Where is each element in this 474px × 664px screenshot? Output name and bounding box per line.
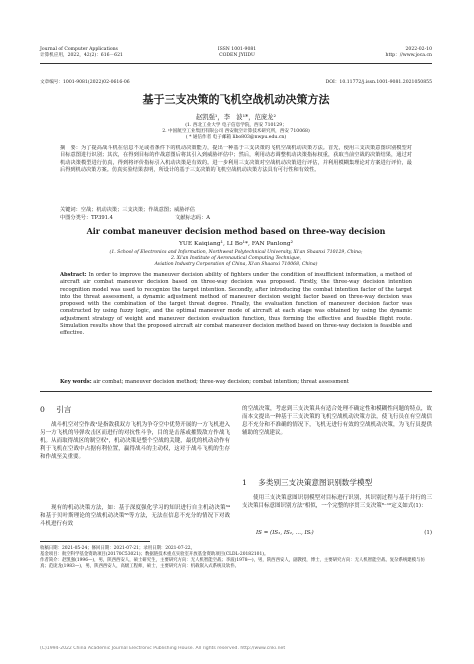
page-footer: (C)1994-2022 China Academic Journal Electronic Publishing House. All rights reserved. http://www.cnki.net	[40, 646, 286, 651]
affiliations-cn	[40, 123, 432, 142]
footnote-rule	[40, 541, 150, 542]
keywords-cn: 关键词：空战；机动决策；三支决策；作战意图；威胁评估	[60, 207, 195, 213]
abstract-en	[60, 272, 412, 375]
header-rule	[40, 63, 432, 64]
equation-1	[242, 529, 432, 537]
classification-line	[60, 215, 210, 222]
intro-paragraph-1: 战斗机空对空作战¹是指敌我双方飞机为争夺空中优势开展的一方飞机进入另一方飞机的导弹攻击区而进行的对抗性斗争，目的是击落或摧毁敌方作战飞机。从而取得战区的制空权²，机动决策是整个空战的关键，最优的机动动作有利于飞机在空战中占据有利位置，赢得战斗的主动权，这对于战斗飞机的生存和作战至关重要。	[40, 422, 230, 461]
section-0-number: 0	[40, 405, 45, 414]
section-1-number: 1	[242, 478, 247, 487]
abstract-rule	[40, 391, 432, 392]
authors-cn: 赵凯强¹，李 波¹*，范庞龙²	[196, 114, 276, 121]
keywords-en-text: air combat; maneuver decision method; three-way decision; combat intention; threat assessment	[93, 379, 349, 385]
right-paragraph-2: 使用三支决策意图识别模型对目标进行识别，其识别过程与基于并行的三支决策目标意图识别方法⁷相似，一个完整的序贯三支决策⁸⁻¹⁰定义如式(1)：	[242, 495, 432, 510]
affiliation-en-1: (1. School of Electronics and Information, Northwest Polytechnical University, Xi'an Shaanxi 710129, China;	[109, 250, 363, 255]
journal-name-cn: 计算机应用，2022，42(2)：616－621	[40, 53, 123, 59]
meta-line	[40, 80, 432, 86]
affiliation-cn-1: (1. 西北工业大学 电子信息学院，西安 710129；	[185, 123, 287, 128]
journal-url: http：//www.joca.cn	[385, 53, 432, 59]
document-code: 文献标志码：A	[175, 215, 210, 221]
footnote-dates: 收稿日期：2021-05-24；修回日期：2021-07-21；录用日期：2021-07-22。	[40, 546, 195, 551]
clc-number: 中图分类号：TP391.4	[60, 215, 113, 221]
affiliations-en	[40, 250, 432, 269]
right-paragraph-1: 的空战决策，考虑到三支决策具有适合处理不确定性和模糊性问题的特点，故而本文提出一种基于三支决策的飞机空战机动决策方法，使飞行员在有空战信息不充分和不准确的情况下，飞机无进行有效的空战机动决策，为飞行员提供辅助的空战建议。	[242, 406, 432, 437]
issue-date: 2022-02-10	[405, 47, 432, 52]
affiliation-en-2: 2. Xi'an Institute of Aeronautical Computing Technique,	[170, 256, 302, 262]
affiliation-en-3: Aviation Industry Corporation of China, Xi'an Shaanxi 710068, China)	[154, 262, 318, 268]
abstract-en-label: Abstract:	[60, 272, 87, 278]
abstract-en-text: In order to improve the maneuver decision ability of fighters under the condition of insufficient information, a method of aircraft air combat maneuver decision based on three-way decision was proposed. Firstly, the three-way decision intention recognition model was used to recognize the target intention. Secondly, after introducing the combat intention factor of the target into the threat assessment, a dynamic adjustment method of maneuver decision weight factor based on three-way decision was proposed with the combination of the target threat degree. Finally, the evaluation function of maneuver decision factor was constructed by using fuzzy logic, and the optimal maneuver mode of aircraft at each stage was obtained by using the dynamic adjustment strategy of weight and maneuver decision evaluation function, thus forming the effective and feasible flight route. Simulation results show that the proposed aircraft air combat maneuver decision method based on three-way decision is feasible and effective.	[60, 272, 412, 337]
section-0-heading	[40, 405, 230, 415]
coden: CODEN JYIIDU	[219, 53, 255, 59]
keywords-en	[60, 379, 412, 386]
issn: ISSN 1001-9081	[217, 47, 257, 52]
footnotes	[40, 546, 432, 570]
journal-name-en: Journal of Computer Applications	[40, 47, 118, 52]
equation-1-formula: IS = (IS₁, IS₂, …, ISᵢ)	[256, 530, 314, 536]
affiliation-cn-3: ( * 通信作者 电子邮箱 libo803@nwpu.edu.cn)	[185, 135, 287, 141]
footnote-authors: 作者简介：赵凯强(1996—)，男，陕西西安人，硕士研究生，主要研究方向：无人机智能空战；李波(1978—)，男，陕西西安人，副教授，博士，主要研究方向：无人机智能空战、复杂系统建模与仿真；范庞龙(1983—)，男，陕西西安人，高级工程师，硕士，主要研究方向：机载嵌入式系统及软件。	[40, 558, 425, 569]
journal-header-left	[40, 47, 190, 59]
intro-paragraph-2: 现有的机动决策方法，如：基于深度强化学习的知识进行自主机动决策³⁴和基于贝叶斯理论的空战机动决策⁵⁶等方法，无法在信息不充分的情况下对战斗机进行有效	[40, 505, 230, 528]
section-1-heading	[242, 478, 432, 488]
section-0-title: 引言	[56, 405, 72, 414]
article-number: 文章编号：1001-9081(2022)02-0616-06	[40, 80, 130, 85]
doi: DOI：10.11772/j.issn.1001-9081.2021050855	[325, 80, 432, 85]
equation-1-number: (1)	[424, 530, 432, 536]
keywords-en-label: Key words:	[60, 379, 92, 385]
abstract-cn: 摘 要：为了提高战斗机在信息不足或者条件下的机动决策能力，提出一种基于三支决策的飞机空战机动决策方法。首先，使用三支决策意图识别模型对目标意图进行识别；其次，在得到目标的作战意图后将其引入到威胁评估中；然后，利用动态调整机动决策指标权重，获取当前空战的决策结果，通过对机动决策模型进行仿真，得到将评价指标引入机动决策是有效的。进一步利用三支决策对空战机动决策进行评估，并利用模糊集理论对方案进行评价，最后得到机动决策方案。仿真实验结果表明，所设计的基于三支决策的飞机空战机动决策方法具有可行性和有效性。	[60, 145, 412, 173]
section-1-title: 多类别三支决策意图识别数学模型	[258, 478, 373, 487]
journal-header-center	[195, 47, 279, 59]
title-cn: 基于三支决策的飞机空战机动决策方法	[142, 93, 330, 106]
authors-en: YUE Kaiqiang¹, LI Bo¹*, FAN Panlong²	[179, 241, 293, 247]
title-en: Air combat maneuver decision method based on three-way decision	[86, 227, 386, 236]
affiliation-cn-2: 2. 中国航空工业集团有限公司 西安航空计算技术研究所，西安 710068)	[162, 129, 310, 135]
footnote-funding: 基金项目：航空科学基金资助项目(20170C53021)；数据链技术重点实验室开放基金资助项目(CLDL-20182101)。	[40, 552, 269, 557]
journal-header-right	[330, 47, 432, 59]
